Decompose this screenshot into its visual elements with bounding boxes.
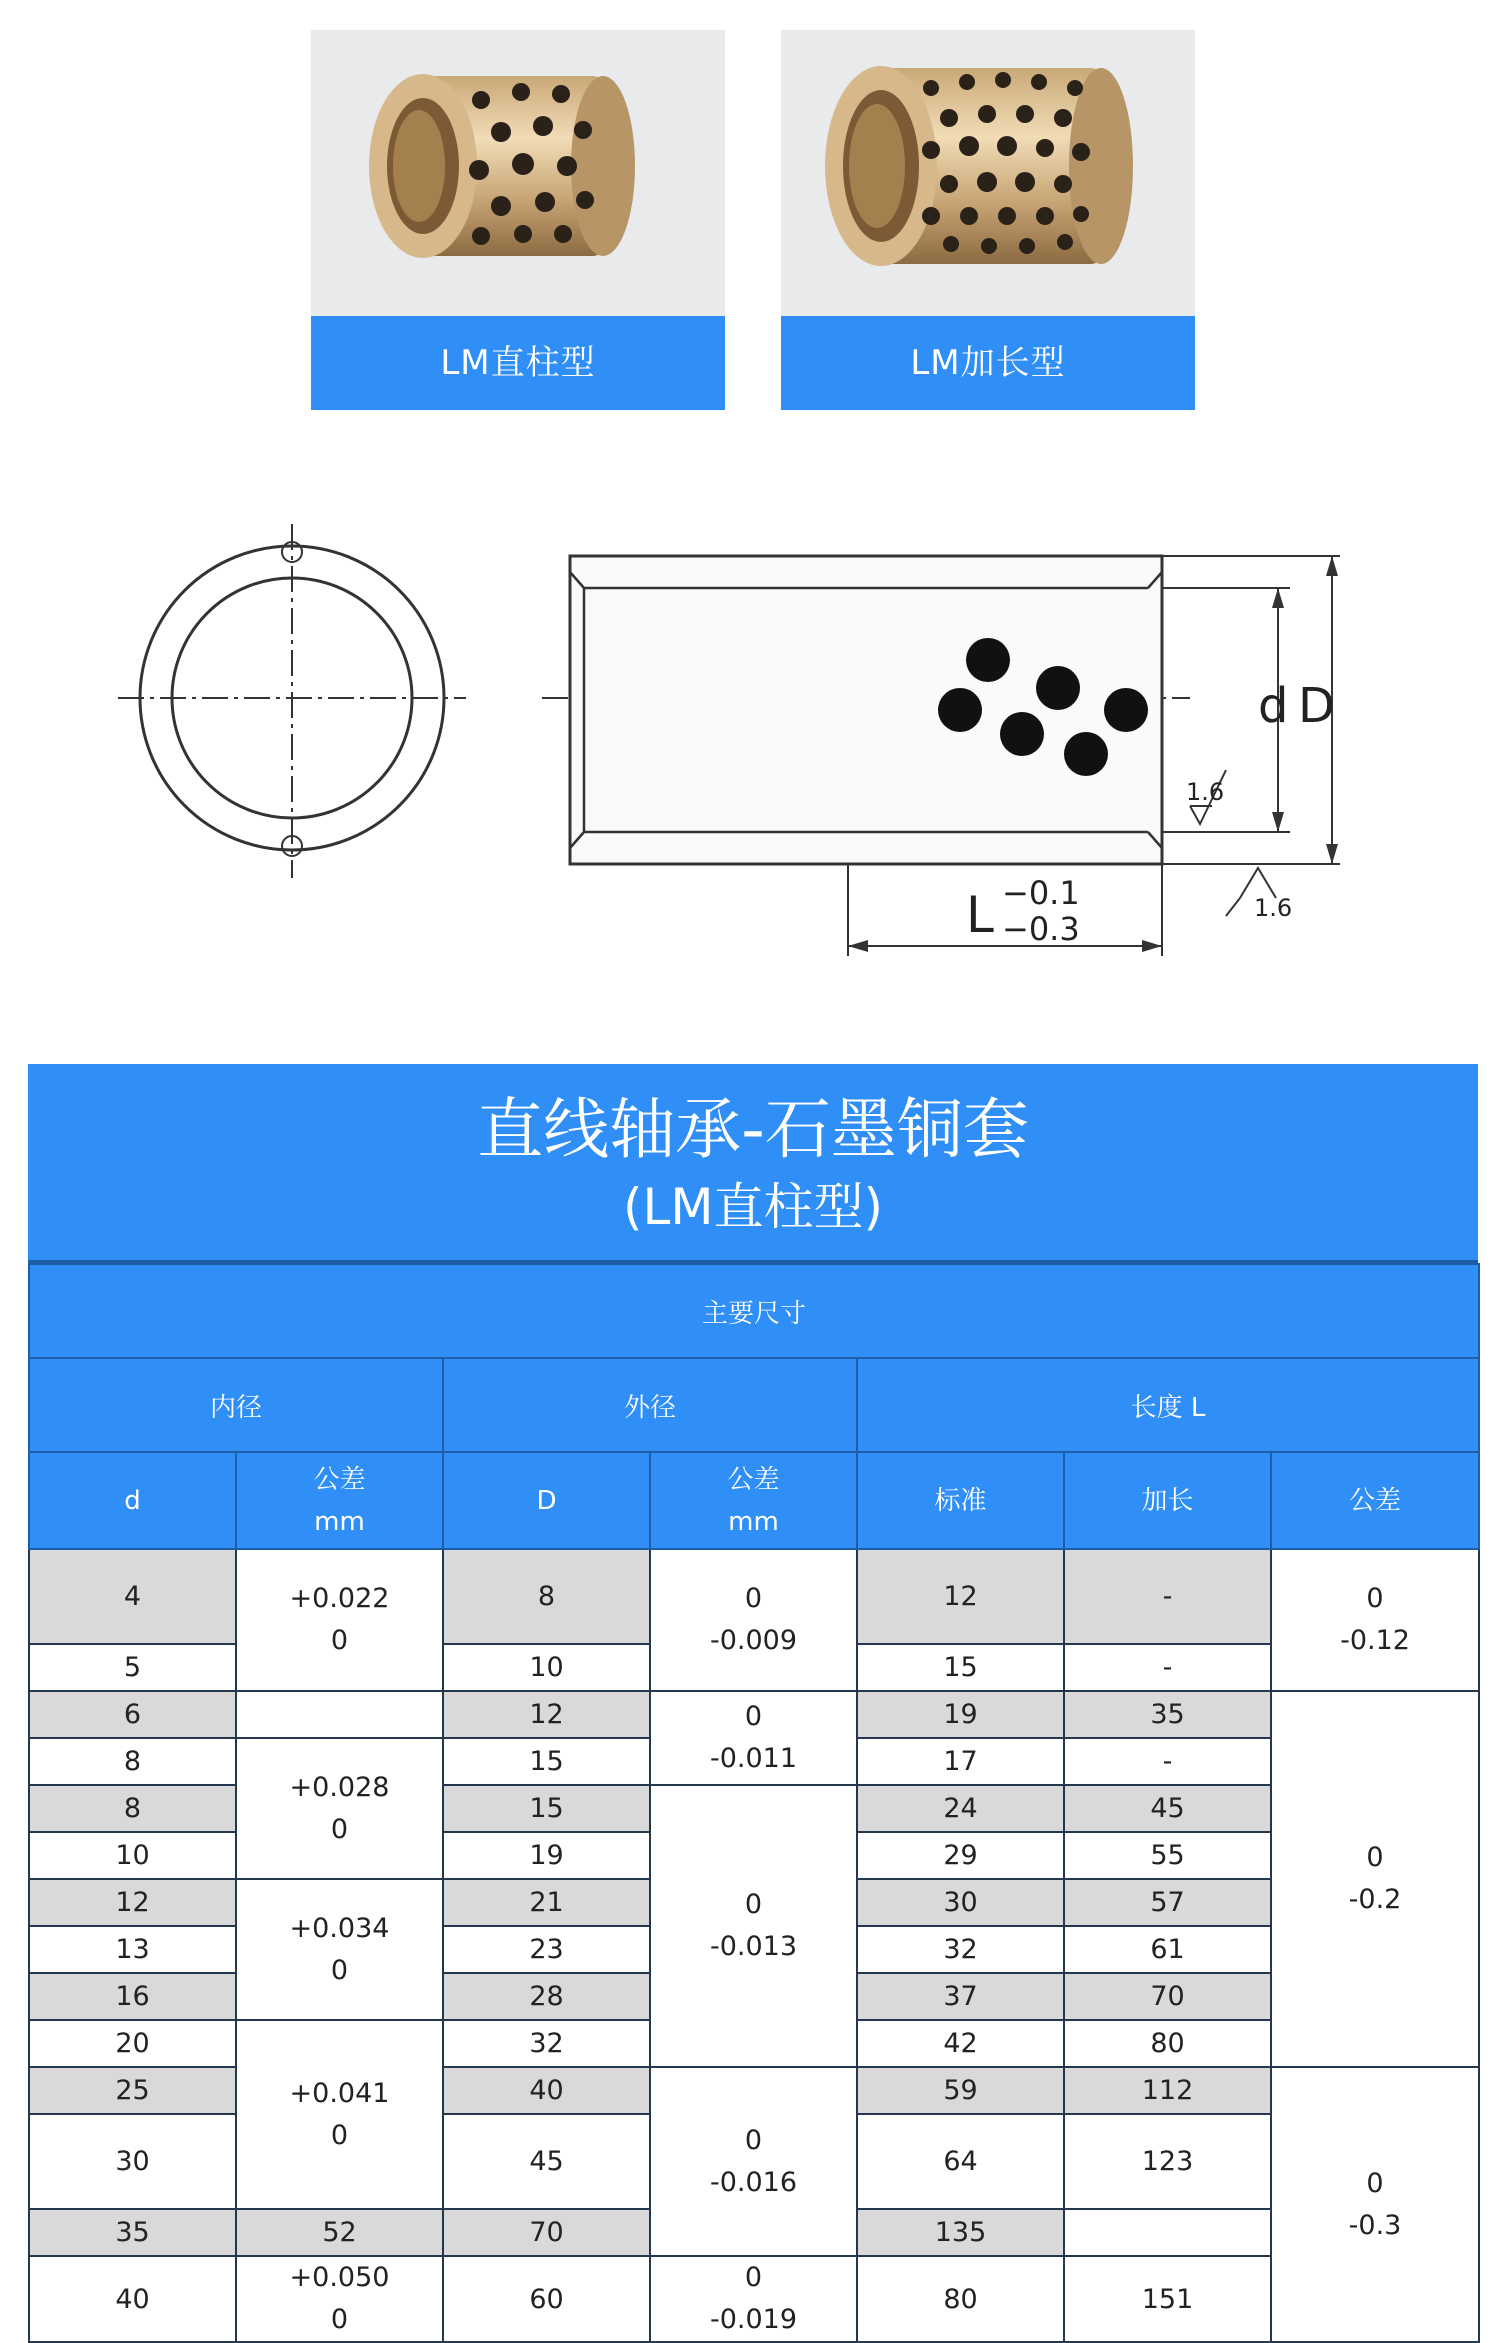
cell-d: 12 — [29, 1879, 236, 1926]
inner-diameter-header: 内径 — [29, 1358, 443, 1452]
cell-d: 20 — [29, 2020, 236, 2067]
cell-outer-tolerance: 0 -0.013 — [650, 1785, 857, 2067]
col-extended: 加长 — [1064, 1452, 1271, 1549]
cell-inner-tolerance: +0.028 0 — [236, 1738, 443, 1879]
cell-extended: 57 — [1064, 1879, 1271, 1926]
cell-extended: 35 — [1064, 1691, 1271, 1738]
length-header: 长度 L — [857, 1358, 1479, 1452]
bushing-extended-image — [781, 30, 1195, 316]
product-label-standard: LM直柱型 — [311, 316, 725, 410]
cell-D: 60 — [443, 2256, 650, 2342]
roughness-inner: 1.6 — [1186, 778, 1225, 806]
cell-D: 19 — [443, 1832, 650, 1879]
cell-extended: 151 — [1064, 2256, 1271, 2342]
cell-d: 8 — [29, 1785, 236, 1832]
cell-standard: 19 — [857, 1691, 1064, 1738]
cell-extended: 135 — [857, 2209, 1064, 2256]
cell-D: 28 — [443, 1973, 650, 2020]
cell-extended: 70 — [1064, 1973, 1271, 2020]
cell-length-tolerance: 0 -0.3 — [1271, 2067, 1479, 2342]
cell-standard: 37 — [857, 1973, 1064, 2020]
product-label-extended: LM加长型 — [781, 316, 1195, 410]
cell-extended: 61 — [1064, 1926, 1271, 1973]
col-standard: 标准 — [857, 1452, 1064, 1549]
cell-standard: 42 — [857, 2020, 1064, 2067]
cell-D: 21 — [443, 1879, 650, 1926]
cell-length-tolerance: 0 -0.2 — [1271, 1691, 1479, 2067]
cell-d: 40 — [29, 2256, 236, 2342]
cell-outer-tolerance: 0 -0.009 — [650, 1549, 857, 1691]
cell-standard: 64 — [857, 2114, 1064, 2209]
col-D: D — [443, 1452, 650, 1549]
cell-outer-tolerance: 0 -0.011 — [650, 1691, 857, 1785]
cell-extended: - — [1064, 1738, 1271, 1785]
cell-d: 5 — [29, 1644, 236, 1691]
cell-D: 12 — [443, 1691, 650, 1738]
cell-d: 16 — [29, 1973, 236, 2020]
cell-standard: 70 — [443, 2209, 650, 2256]
length-tol-upper: −0.1 — [1002, 874, 1080, 912]
bushing-standard-image — [311, 30, 725, 316]
cell-d: 10 — [29, 1832, 236, 1879]
product-card-extended — [781, 30, 1195, 410]
roughness-outer: 1.6 — [1254, 894, 1293, 922]
spec-table — [28, 1064, 1478, 2343]
cell-standard: 32 — [857, 1926, 1064, 1973]
dimension-D-label: D — [1298, 678, 1335, 734]
cell-inner-tolerance-cont — [236, 1691, 443, 1738]
technical-drawing — [0, 480, 1500, 1000]
table-subtitle: (LM直柱型) — [622, 1178, 883, 1236]
col-outer-tolerance: 公差 mm — [650, 1452, 857, 1549]
cell-standard: 17 — [857, 1738, 1064, 1785]
product-card-standard — [311, 30, 725, 410]
cell-outer-tolerance: 0 -0.016 — [650, 2067, 857, 2256]
cell-standard: 12 — [857, 1549, 1064, 1644]
cell-d: 25 — [29, 2067, 236, 2114]
cell-standard: 59 — [857, 2067, 1064, 2114]
cell-standard: 80 — [857, 2256, 1064, 2342]
cell-standard: 30 — [857, 1879, 1064, 1926]
cell-extended: 123 — [1064, 2114, 1271, 2209]
cell-inner-tolerance: +0.034 0 — [236, 1879, 443, 2020]
table-row — [29, 2256, 1479, 2342]
cell-D: 40 — [443, 2067, 650, 2114]
cell-standard: 24 — [857, 1785, 1064, 1832]
cell-outer-tolerance: 0 -0.019 — [650, 2256, 857, 2342]
cell-D: 8 — [443, 1549, 650, 1644]
outer-diameter-header: 外径 — [443, 1358, 857, 1452]
cell-extended: 112 — [1064, 2067, 1271, 2114]
cell-D: 23 — [443, 1926, 650, 1973]
cell-D: 45 — [443, 2114, 650, 2209]
cell-D: 15 — [443, 1785, 650, 1832]
cell-d: 35 — [29, 2209, 236, 2256]
cell-inner-tolerance: +0.050 0 — [236, 2256, 443, 2342]
table-row — [29, 1549, 1479, 1644]
cell-extended: 55 — [1064, 1832, 1271, 1879]
cell-D: 52 — [236, 2209, 443, 2256]
cell-D: 15 — [443, 1738, 650, 1785]
col-inner-tolerance: 公差 mm — [236, 1452, 443, 1549]
main-dimensions-header: 主要尺寸 — [29, 1264, 1479, 1358]
cell-standard: 29 — [857, 1832, 1064, 1879]
dimension-d-label: d — [1258, 678, 1289, 734]
length-tol-lower: −0.3 — [1002, 910, 1080, 948]
cell-d: 8 — [29, 1738, 236, 1785]
side-view-body — [570, 556, 1162, 864]
cell-standard: 15 — [857, 1644, 1064, 1691]
table-title-block — [28, 1064, 1478, 1263]
cell-inner-tolerance: +0.022 0 — [236, 1549, 443, 1691]
cell-D: 32 — [443, 2020, 650, 2067]
cell-d: 4 — [29, 1549, 236, 1644]
cell-extended: 80 — [1064, 2020, 1271, 2067]
table-row — [29, 1691, 1479, 1738]
cell-extended: - — [1064, 1644, 1271, 1691]
cell-length-tolerance: 0 -0.12 — [1271, 1549, 1479, 1691]
cell-inner-tolerance: +0.041 0 — [236, 2020, 443, 2209]
table-title: 直线轴承-石墨铜套 — [477, 1091, 1029, 1168]
col-length-tolerance: 公差 — [1271, 1452, 1479, 1549]
cell-d: 6 — [29, 1691, 236, 1738]
cell-extended: 45 — [1064, 1785, 1271, 1832]
cell-d: 13 — [29, 1926, 236, 1973]
spec-table-grid — [28, 1263, 1480, 2343]
cell-D: 10 — [443, 1644, 650, 1691]
col-d: d — [29, 1452, 236, 1549]
cell-d: 30 — [29, 2114, 236, 2209]
length-label: L — [966, 886, 994, 944]
cell-extended: - — [1064, 1549, 1271, 1644]
